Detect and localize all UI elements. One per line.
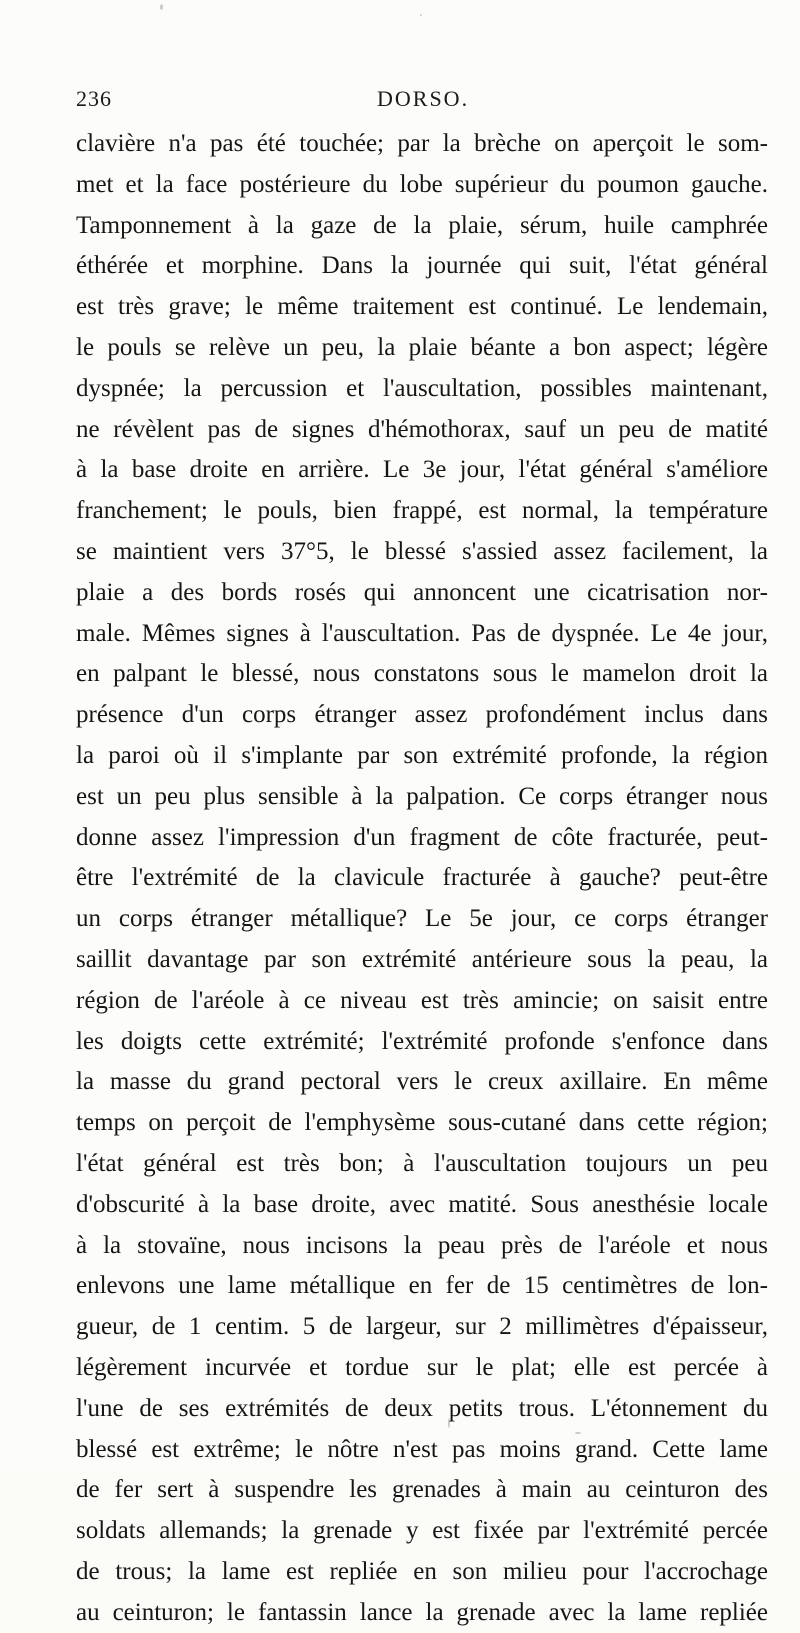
text-line: l'une de ses extrémités de deux petits trous. L'étonnement du <box>76 1394 768 1422</box>
text-line: donne assez l'impression d'un fragment de côte fracturée, peut- <box>76 823 768 851</box>
text-line: le pouls se relève un peu, la plaie béante a bon aspect; légère <box>76 333 768 361</box>
text-line: l'état général est très bon; à l'auscultation toujours un peu <box>76 1149 768 1177</box>
text-line: temps on perçoit de l'emphysème sous-cutané dans cette région; <box>76 1109 768 1137</box>
text-line: plaie a des bords rosés qui annoncent une cicatrisation nor- <box>76 578 768 606</box>
text-line: en palpant le blessé, nous constatons sous le mamelon droit la <box>76 660 768 688</box>
text-line: la paroi où il s'implante par son extrémité profonde, la région <box>76 741 768 769</box>
text-line: présence d'un corps étranger assez profondément inclus dans <box>76 701 768 729</box>
text-line: soldats allemands; la grenade y est fixée par l'extrémité percée <box>76 1517 768 1545</box>
print-speck <box>420 14 422 16</box>
text-line: la masse du grand pectoral vers le creux axillaire. En même <box>76 1068 768 1096</box>
text-line: de trous; la lame est repliée en son milieu pour l'accrochage <box>76 1557 768 1585</box>
text-line: un corps étranger métallique? Le 5e jour, ce corps étranger <box>76 905 768 933</box>
text-line: saillit davantage par son extrémité antérieure sous la peau, la <box>76 945 768 973</box>
text-line: franchement; le pouls, bien frappé, est normal, la température <box>76 497 768 525</box>
text-line: se maintient vers 37°5, le blessé s'assied assez facilement, la <box>76 537 768 565</box>
text-line: ne révèlent pas de signes d'hémothorax, sauf un peu de matité <box>76 415 768 443</box>
text-line: est très grave; le même traitement est continué. Le lendemain, <box>76 293 768 321</box>
text-line: d'obscurité à la base droite, avec matité. Sous anesthésie locale <box>76 1190 768 1218</box>
text-line: les doigts cette extrémité; l'extrémité profonde s'enfonce dans <box>76 1027 768 1055</box>
print-speck <box>160 4 163 10</box>
text-line: de fer sert à suspendre les grenades à main au ceinturon des <box>76 1476 768 1504</box>
text-line: légèrement incurvée et tordue sur le plat; elle est percée à <box>76 1353 768 1381</box>
text-line: région de l'aréole à ce niveau est très amincie; on saisit entre <box>76 986 768 1014</box>
section-title: DORSO. <box>377 86 470 111</box>
text-line: au ceinturon; le fantassin lance la grenade avec la lame repliée <box>76 1598 768 1626</box>
text-line: est un peu plus sensible à la palpation. Ce corps étranger nous <box>76 782 768 810</box>
text-line: enlevons une lame métallique en fer de 15 centimètres de lon- <box>76 1272 768 1300</box>
text-line: à la base droite en arrière. Le 3e jour, l'état général s'améliore <box>76 456 768 484</box>
text-line: blessé est extrême; le nôtre n'est pas moins grand. Cette lame <box>76 1435 768 1463</box>
text-line: gueur, de 1 centim. 5 de largeur, sur 2 millimètres d'épaisseur, <box>76 1313 768 1341</box>
text-line: Tamponnement à la gaze de la plaie, sérum, huile camphrée <box>76 211 768 239</box>
text-line: éthérée et morphine. Dans la journée qui suit, l'état général <box>76 252 768 280</box>
text-line: être l'extrémité de la clavicule fracturée à gauche? peut-être <box>76 864 768 892</box>
body-text <box>76 124 768 1633</box>
text-line: dyspnée; la percussion et l'auscultation, possibles maintenant, <box>76 374 768 402</box>
text-line: met et la face postérieure du lobe supérieur du poumon gauche. <box>76 170 768 198</box>
page-number: 236 <box>76 86 112 111</box>
text-line: clavière n'a pas été touchée; par la brèche on aperçoit le som- <box>76 130 768 157</box>
running-head <box>76 86 766 116</box>
text-line: male. Mêmes signes à l'auscultation. Pas de dyspnée. Le 4e jour, <box>76 619 768 647</box>
text-line: à la stovaïne, nous incisons la peau près de l'aréole et nous <box>76 1231 768 1259</box>
